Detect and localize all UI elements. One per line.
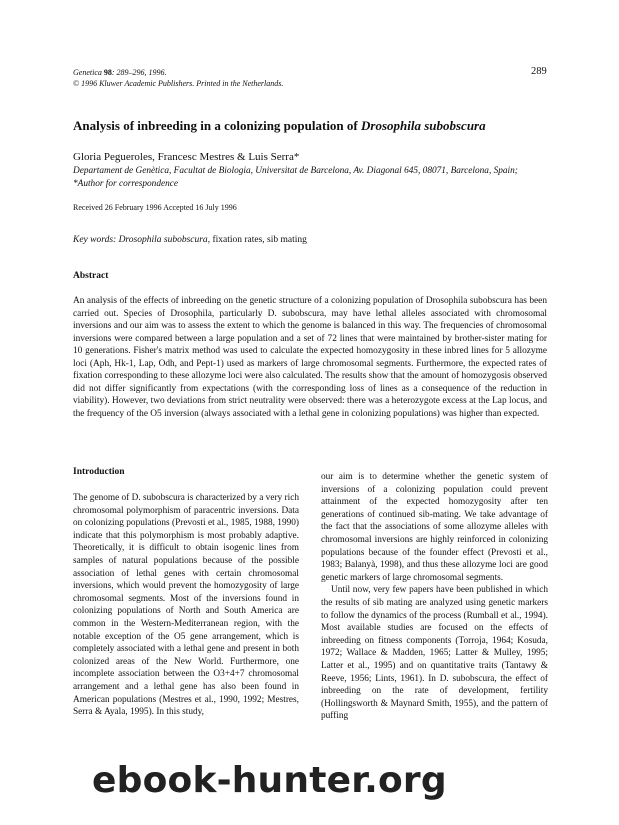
- introduction-right-column: [321, 471, 548, 723]
- abstract-heading: Abstract: [73, 271, 109, 281]
- title-text: Analysis of inbreeding in a colonizing population of: [73, 118, 361, 133]
- journal-volume: 98: [103, 68, 112, 77]
- keywords: [73, 235, 307, 245]
- abstract-text: An analysis of the effects of inbreeding on the genetic structure of a colonizing population of Drosophila subobscura has been carried out. Species of Drosophila, particularly D. subobscura, may have lethal alleles associated with chromosomal inversions and our aim was to assess the extent to which the genome is balanced in this way. The frequencies of chromosomal inversions were compared between a large population and a set of 72 lines that were maintained by brother-sister mating for 10 generations. Fisher's matrix method was used to calculate the expected homozygosity in these inbred lines for 5 allozyme loci (Aph, Hk-1, Lap, Odh, and Pept-1) used as markers of large chromosomal segments. Furthermore, the expected rates of fixation corresponding to these allozyme loci were also calculated. The results show that the amount of homozygosis observed did not differ significantly from expectations (with the corresponding loss of lines as a consequence of the reduction in viability). However, two deviations from strict neutrality were observed: there was a heterozygote excess at the Lap locus, and the frequency of the O5 inversion (always associated with a lethal gene in colonizing populations) was higher than expected.: [73, 296, 547, 419]
- introduction-left-column: [73, 492, 299, 719]
- page-number: 289: [531, 66, 547, 77]
- citation-line: [73, 67, 283, 78]
- copyright-line: © 1996 Kluwer Academic Publishers. Printed in the Netherlands.: [73, 79, 284, 88]
- intro-paragraph-continued: our aim is to determine whether the genetic system of inversions of a colonizing population could prevent attainment of the expected homozygosity after ten generations of continued sib-mating. We take advantage of the fact that the associations of some allozyme alleles with chromosomal inversions are highly reinforced in colonizing populations because of the founder effect (Prevosti et al., 1983; Balanyà, 1998), and thus these allozyme loci are good genetic markers of large chromosomal segments.: [321, 472, 548, 583]
- paper-title: [73, 117, 553, 134]
- author-list: Gloria Pegueroles, Francesc Mestres & Luis Serra*: [73, 151, 300, 163]
- journal-header: [73, 67, 283, 89]
- received-dates: Received 26 February 1996 Accepted 16 July 1996: [73, 203, 237, 212]
- affiliation: Departament de Genètica, Facultat de Biologia, Universitat de Barcelona, Av. Diagonal 645, 08071, Barcelona, Spain; *Author for correspondence: [73, 166, 518, 189]
- title-species: Drosophila subobscura: [361, 118, 486, 133]
- intro-paragraph-1: The genome of D. subobscura is characterized by a very rich chromosomal polymorphism of paracentric inversions. Data on colonizing populations (Prevosti et al., 1985, 1988, 1990) indicate that this polymorphism is most probably adaptive. Theoretically, it is difficult to obtain isogenic lines from samples of natural populations because of the possible association of lethal genes with certain chromosomal inversions, which would prevent the homozygosity of large chromosomal segments. Most of the inversions found in colonizing populations of North and South America are common in the Western-Mediterranean region, with the notable exception of the O5 gene arrangement, which is completely associated with a lethal gene and present in both colonized areas of the New World. Furthermore, one incomplete association between the O3+4+7 chromosomal arrangement and a lethal gene has also been found in American populations (Mestres et al., 1990, 1992; Mestres, Serra & Ayala, 1995). In this study,: [73, 493, 299, 718]
- keywords-species: Drosophila subobscura: [118, 235, 208, 245]
- introduction-heading: Introduction: [73, 467, 125, 477]
- keywords-rest: , fixation rates, sib mating: [207, 235, 307, 245]
- keywords-label: Key words:: [73, 235, 119, 245]
- intro-paragraph-2: Until now, very few papers have been published in which the results of sib mating are analyzed using genetic markers to follow the dynamics of the process (Rumball et al., 1994). Most available studies are focused on the effects of inbreeding on fitness components (Torroja, 1964; Kosuda, 1972; Wallace & Madden, 1965; Latter & Mulley, 1995; Latter et al., 1995) and on quantitative traits (Tantawy & Reeve, 1956; Lints, 1961). In D. subobscura, the effect of inbreeding on the rate of development, fertility (Hollingsworth & Maynard Smith, 1955), and the pattern of puffing: [321, 585, 548, 722]
- watermark: ebook-hunter.org: [92, 760, 447, 801]
- journal-pages: : 289–296, 1996.: [111, 68, 167, 77]
- journal-name: Genetica: [73, 68, 102, 77]
